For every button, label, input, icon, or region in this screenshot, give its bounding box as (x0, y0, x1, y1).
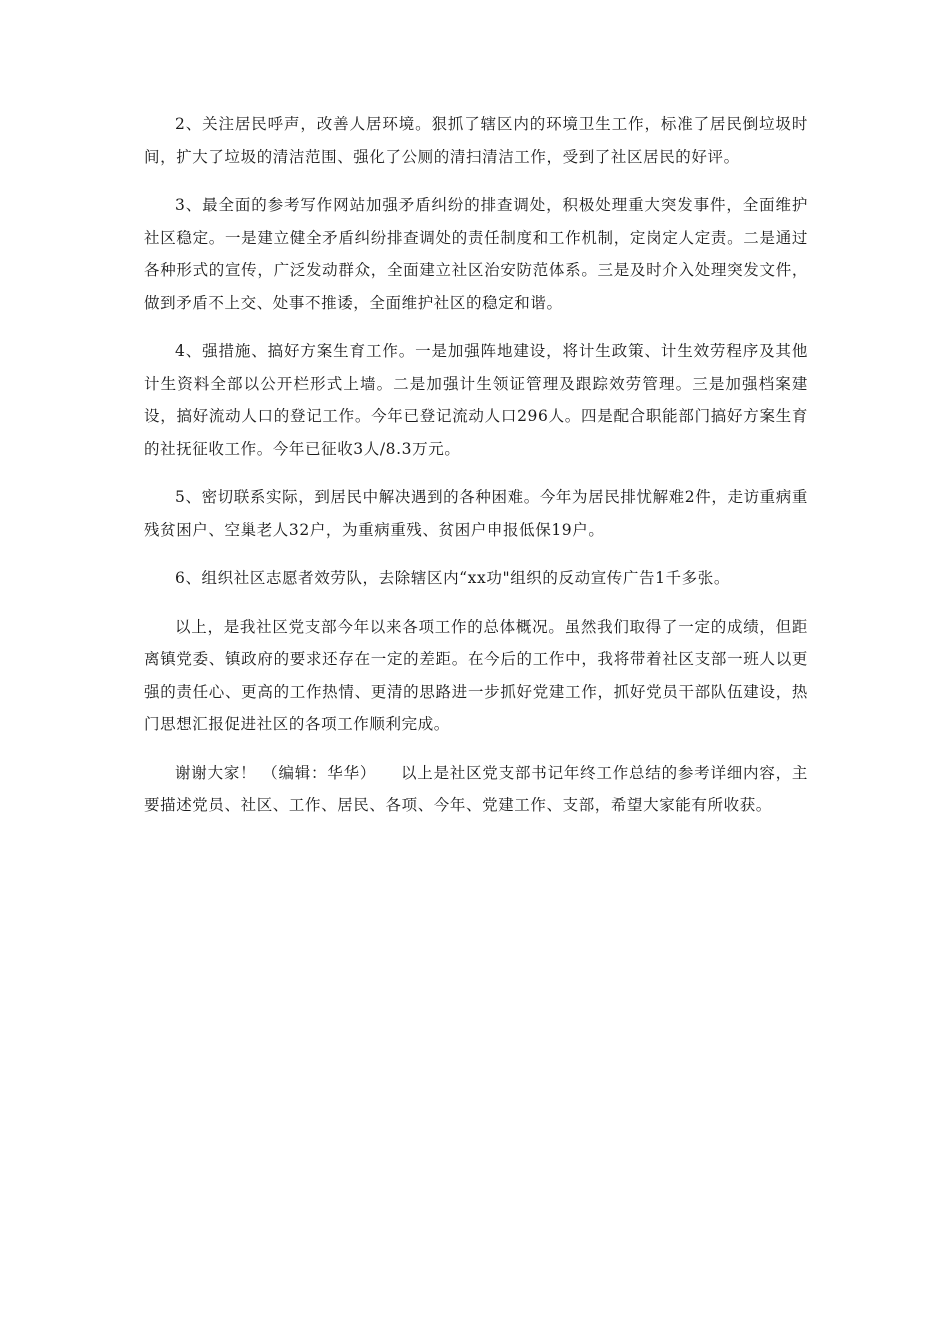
document-page (144, 108, 808, 838)
paragraph-summary: 以上，是我社区党支部今年以来各项工作的总体概况。虽然我们取得了一定的成绩，但距离镇党委、镇政府的要求还存在一定的差距。在今后的工作中，我将带着社区支部一班人以更强的责任心、更高的工作热情、更清的思路进一步抓好党建工作，抓好党员干部队伍建设，热门思想汇报促进社区的各项工作顺利完成。 (144, 617, 808, 733)
paragraph-closing: 谢谢大家！ （编辑：华华） 以上是社区党支部书记年终工作总结的参考详细内容，主要描述党员、社区、工作、居民、各项、今年、党建工作、支部，希望大家能有所收获。 (144, 763, 808, 814)
paragraph-dispute-resolution: 3、最全面的参考写作网站加强矛盾纠纷的排查调处，积极处理重大突发事件，全面维护社区稳定。一是建立健全矛盾纠纷排查调处的责任制度和工作机制，定岗定人定责。二是通过各种形式的宣传，广泛发动群众，全面建立社区治安防范体系。三是及时介入处理突发文件，做到矛盾不上交、处事不推诿，全面维护社区的稳定和谐。 (144, 196, 808, 312)
paragraph-resident-aid: 5、密切联系实际，到居民中解决遇到的各种困难。今年为居民排忧解难2件，走访重病重残贫困户、空巢老人32户，为重病重残、贫困户申报低保19户。 (144, 488, 808, 539)
paragraph-volunteer-team: 6、组织社区志愿者效劳队，去除辖区内“xx功"组织的反动宣传广告1千多张。 (175, 569, 730, 587)
paragraph-environment: 2、关注居民呼声，改善人居环境。狠抓了辖区内的环境卫生工作，标准了居民倒垃圾时间，扩大了垃圾的清洁范围、强化了公厕的清扫清洁工作，受到了社区居民的好评。 (144, 115, 808, 166)
paragraph-family-planning: 4、强措施、搞好方案生育工作。一是加强阵地建设，将计生政策、计生效劳程序及其他计生资料全部以公开栏形式上墙。二是加强计生领证管理及跟踪效劳管理。三是加强档案建设，搞好流动人口的登记工作。今年已登记流动人口296人。四是配合职能部门搞好方案生育的社抚征收工作。今年已征收3人/8.3万元。 (144, 342, 808, 458)
